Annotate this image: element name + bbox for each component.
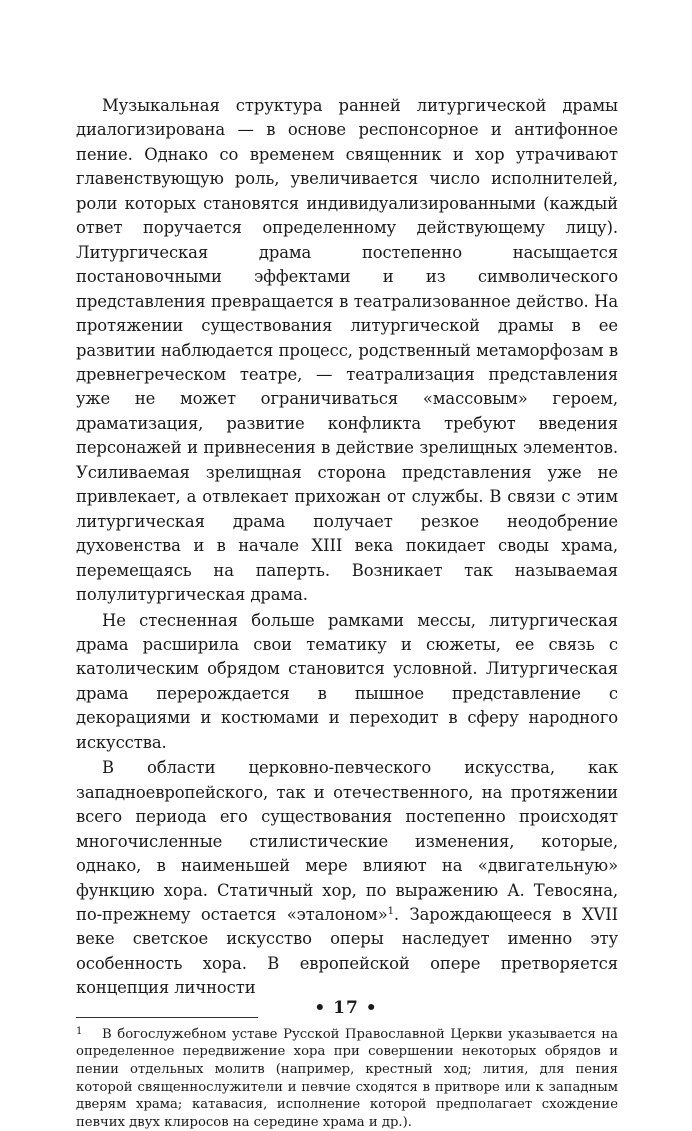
footnote: 1 В богослужебном уставе Русской Православной Церкви указывается на определенное передвижение хора при совершении некоторых обрядов и пении отдельных молитв (например, крестный ход; лития, для пения которой священнослужители и певчие сходятся в притворе или к западным дверям храма; катавасия, исполнение которой предполагает схождение певчих двух клиросов на середине храма и др.). [76,1025,618,1130]
footnote-reference[interactable]: 1 [387,905,394,917]
page-content [76,94,618,1131]
paragraph-3-text-start: В области церковно-певческого искусства, как западноевропейского, так и отечественного, на протяжении всего периода его существования постепенно происходят многочисленные стилистические изменения, которые, однако, в наименьшей мере влияют на «двигательную» функцию хора. Статичный хор, по выражению А. Тевосяна, по-прежнему остается «эталоном» [76,758,618,924]
paragraph-3-text-end: . Зарождающееся в XVII веке светское искусство оперы наследует именно эту особенность хора. В европейской опере претворяется концепция личности [76,904,618,998]
paragraph-1: Музыкальная структура ранней литургической драмы диалогизирована — в основе респонсорное и антифонное пение. Однако со временем священник и хор утрачивают главенствующую роль, увеличивается число исполнителей, роли которых становятся индивидуализированными (каждый ответ поручается определенному действующему лицу). Литургическая драма постепенно насыщается постановочными эффектами и из символического представления превращается в театрализованное действо. На протяжении существования литургической драмы в ее развитии наблюдается процесс, родственный метаморфозам в древнегреческом театре, — театрализация представления уже не может ограничиваться «массовым» героем, драматизация, развитие конфликта требуют введения персонажей и привнесения в действие зрелищных элементов. Усиливаемая зрелищная сторона представления уже не привлекает, а отвлекает прихожан от службы. В связи с этим литургическая драма получает резкое неодобрение духовенства и в начале XIII века покидает своды храма, перемещаясь на паперть. Возникает так называемая полулитургическая драма. [76,96,618,605]
body-text [76,94,618,1001]
paragraph-3 [76,756,618,1001]
footnote-text: В богослужебном уставе Русской Православной Церкви указывается на определенное передвижение хора при совершении некоторых обрядов и пении отдельных молитв (например, крестный ход; лития, для пения которой священнослужители и певчие сходятся в притворе или к западным дверям храма; катавасия, исполнение которой предполагает схождение певчих двух клиросов на середине храма и др.). [76,1026,618,1130]
page-number: • 17 • [314,998,378,1018]
paragraph-2: Не стесненная больше рамками мессы, литургическая драма расширила свои тематику и сюжеты, ее связь с католическим обрядом становится условной. Литургическая драма перерождается в пышное представление с декорациями и костюмами и переходит в сферу народного искусства. [76,610,618,752]
